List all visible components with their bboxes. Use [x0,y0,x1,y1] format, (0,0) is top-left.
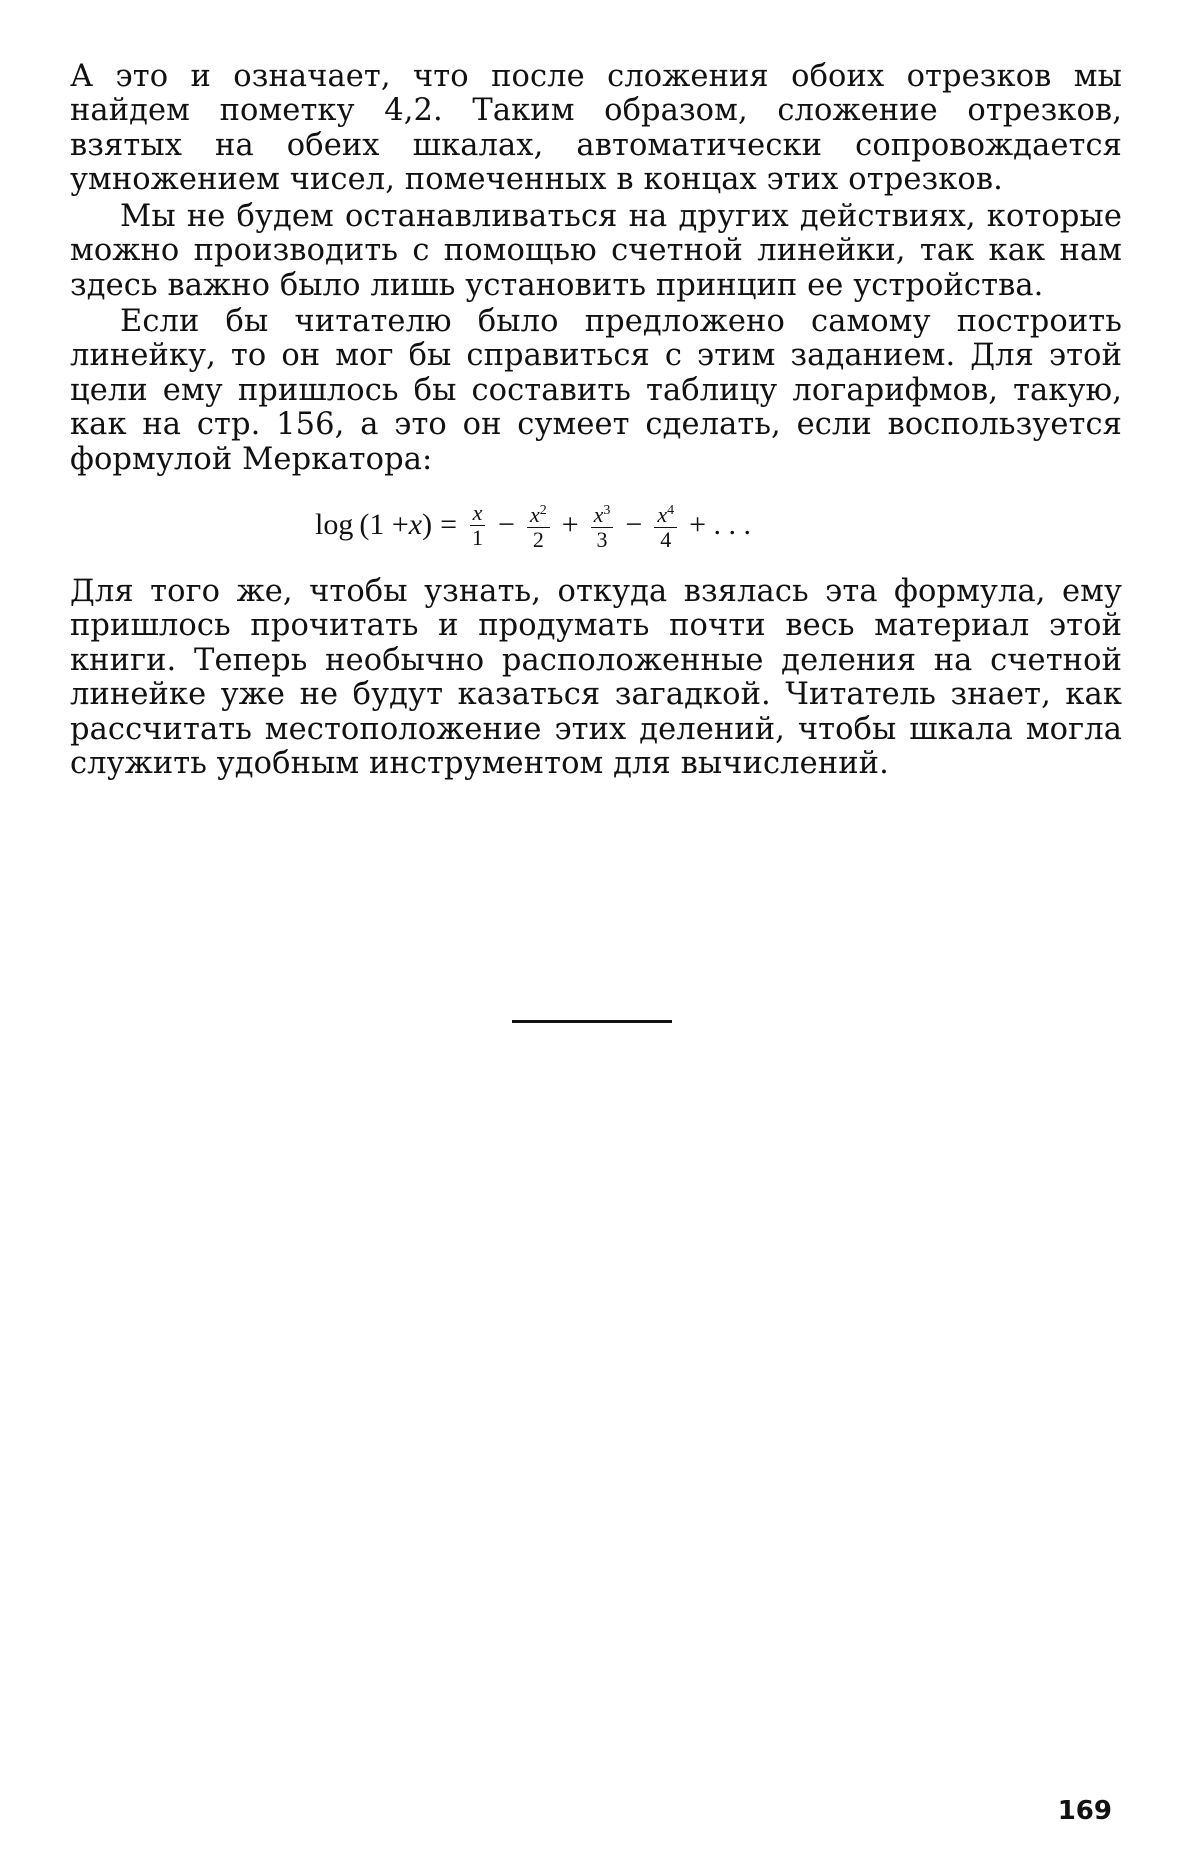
formula-arg-var: x [408,508,423,541]
formula-sign-2: − [498,508,515,541]
paragraph-4: Для того же, чтобы узнать, откуда взялась эта формула, ему пришлось прочитать и продумать почти весь материал этой книги. Теперь необычно расположенные деления на счетной линейке уже не будут казаться загадкой. Читатель знает, как рассчитать местоположение этих делений, чтобы шкала могла служить удобным инструментом для вычислений. [70,574,1122,782]
paragraph-2: Мы не будем останавливаться на других действиях, которые можно производить с помощью счетной линейки, так как нам здесь важно было лишь установить принцип ее устройства. [70,199,1122,303]
paragraph-1: А это и означает, что после сложения обоих отрезков мы найдем пометку 4,2. Таким образом, сложение отрезков, взятых на обеих шкалах, автоматически сопровождается умножением чисел, помеченных в концах этих отрезков. [70,59,1122,198]
formula-equals: = [440,508,458,541]
mercator-formula [315,495,759,555]
formula-sign-3: + [561,508,579,541]
term-2-numerator: x [529,501,540,527]
formula-term-4 [654,499,677,552]
term-4-numerator: x [657,501,668,527]
formula-arg-close: ) [422,508,433,541]
term-4-denominator: 4 [660,526,672,552]
term-2-power: 2 [539,502,547,518]
formula-log: log [315,508,354,541]
term-2-denominator: 2 [532,526,544,552]
paragraph-3: Если бы читателю было предложено самому построить линейку, то он мог бы справиться с этим заданием. Для этой цели ему пришлось бы составить таблицу логарифмов, такую, как на стр. 156, а это он сумеет сделать, если воспользуется формулой Меркатора: [70,304,1122,477]
section-divider [512,1020,672,1023]
formula-tail: + . . . [689,508,751,541]
term-3-numerator: x [593,501,604,527]
formula-sign-4: − [625,508,643,541]
term-3-denominator: 3 [596,526,608,552]
term-1-denominator: 1 [472,524,484,550]
formula-term-1 [469,501,486,550]
page-number: 169 [1057,1796,1112,1826]
term-4-power: 4 [667,502,675,518]
formula-term-3 [591,499,614,552]
term-1-numerator: x [472,499,483,525]
formula-arg-open: (1 + [359,508,409,541]
formula-term-2 [527,499,550,552]
term-3-power: 3 [603,502,611,518]
